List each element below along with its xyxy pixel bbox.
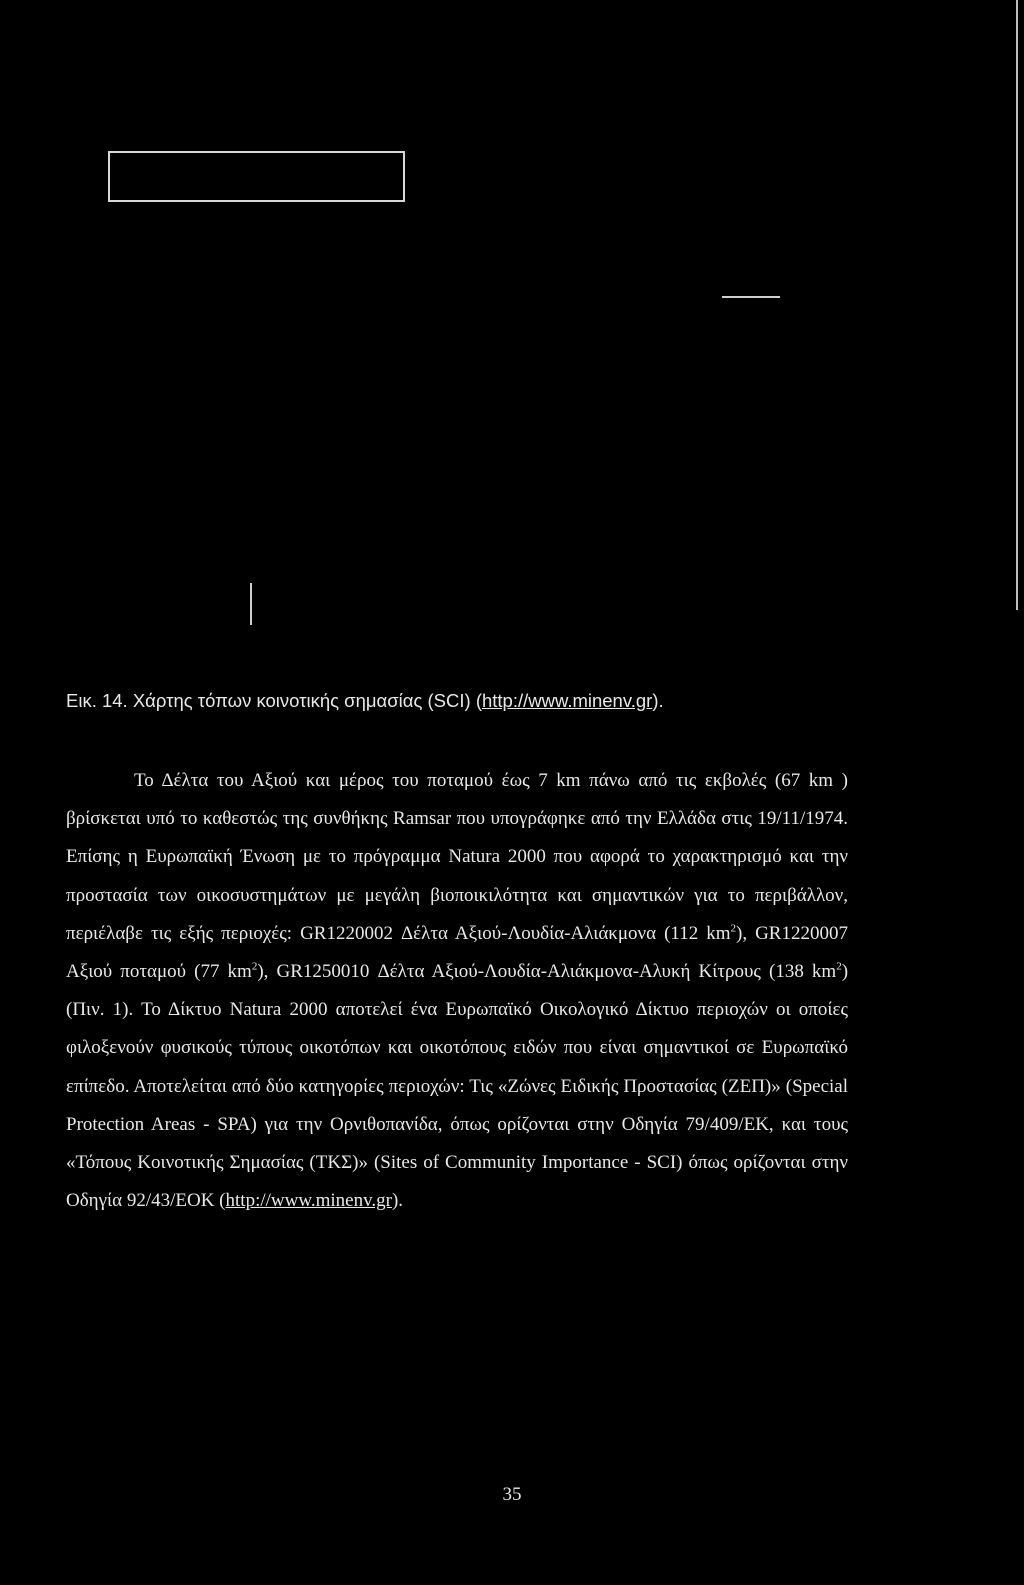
paragraph-part-1: Το Δέλτα του Αξιού και μέρος του ποταμού έως 7 km πάνω από τις εκβολές (67 km ) βρίσκεται υπό το καθεστώς της συνθήκης Ramsar που υπογράφηκε από την Ελλάδα στις 19/11/1974. Επίσης η Ευρωπαϊκή Ένωση με το πρόγραμμα Natura 2000 που αφορά το χαρακτηρισμό και την προστασία των οικοσυστημάτων με μεγάλη βιοποικιλότητα και σημαντικών για το περιβάλλον, περιέλαβε τις εξής περιοχές: GR1220002 Δέλτα Αξιού-Λουδία-Αλιάκμονα (112 km xyxy=(66,770,848,944)
figure-dash-mark xyxy=(722,296,780,298)
caption-end: ). xyxy=(652,690,664,711)
body-paragraph xyxy=(66,762,848,1220)
caption-text: Χάρτης τόπων κοινοτικής σημασίας (SCI) ( xyxy=(132,690,482,711)
page-edge-line xyxy=(1016,0,1018,610)
paragraph-part-2: ), GR1220007 Αξιού ποταμού (77 km xyxy=(66,922,848,983)
superscript-2: 2 xyxy=(251,960,258,973)
figure-frame xyxy=(108,151,405,202)
paragraph-part-4: ) (Πιν. 1). Το Δίκτυο Natura 2000 αποτελεί ένα Ευρωπαϊκό Οικολογικό Δίκτυο περιοχών οι οποίες φιλοξενούν φυσικούς τύπους οικοτόπων και οικοτόπους ειδών που είναι σημαντικοί σε Ευρωπαϊκό επίπεδο. Αποτελείται από δύο κατηγορίες περιοχών: Τις «Ζώνες Ειδικής Προστασίας (ΖΕΠ)» (Special Protection Areas - SPA) για την Ορνιθοπανίδα, όπως ορίζονται στην Οδηγία 79/409/ΕΚ, και τους «Τόπους Κοινοτικής Σημασίας (ΤΚΣ)» (Sites of Community Importance - SCI) όπως ορίζονται στην Οδηγία 92/43/ΕΟΚ ( xyxy=(66,961,849,1212)
superscript-1: 2 xyxy=(730,922,736,935)
superscript-3: 2 xyxy=(836,960,842,973)
figure-caption xyxy=(66,690,664,712)
paragraph-link[interactable]: http://www.minenv.gr xyxy=(225,1190,392,1212)
paragraph-part-3: ), GR1250010 Δέλτα Αξιού-Λουδία-Αλιάκμονα-Αλυκή Κίτρους (138 km xyxy=(257,961,837,983)
paragraph-end: ). xyxy=(391,1190,404,1212)
page-number: 35 xyxy=(502,1484,522,1505)
caption-label: Εικ. 14. xyxy=(66,690,133,711)
figure-tick-mark xyxy=(250,583,252,625)
caption-link[interactable]: http://www.minenv.gr xyxy=(481,690,653,711)
